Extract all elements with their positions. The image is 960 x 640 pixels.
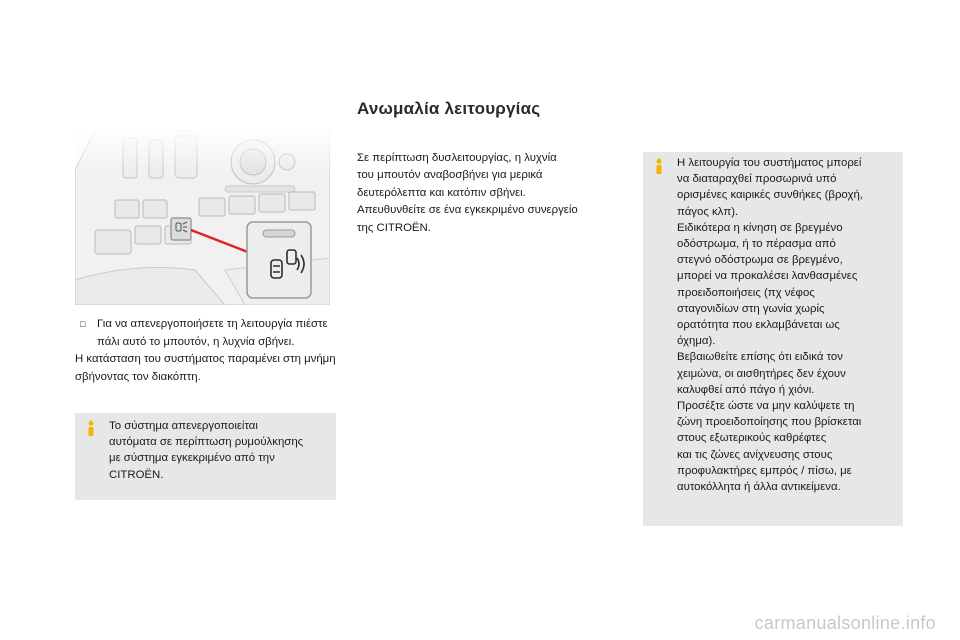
dashboard-switch-illustration <box>75 130 330 305</box>
memory-note: Η κατάσταση του συστήματος παραμένει στη μνήμη σβήνοντας τον διακόπτη. <box>75 353 336 383</box>
info-icon <box>84 420 98 436</box>
left-column-text <box>75 316 340 386</box>
section-title: Ανωμαλία λειτουργίας <box>357 99 541 118</box>
info-text-weather: Η λειτουργία του συστήματος μπορεί να διαταραχθεί προσωρινά υπό ορισμένες καιρικές συνθήκες (βροχή, πάγος κλπ). Ειδικότερα η κίνηση σε βρεγμένο οδόστρωμα, ή το πέρασμα από στεγνό οδόστρωμα σε βρεγμένο, μπορεί να προκαλέσει λανθασμένες προειδοποιήσεις (πχ νέφος σταγονιδίων στη γωνία χωρίς ορατότητα που εκλαμβάνεται ως όχημα). Βεβαιωθείτε επίσης ότι ειδικά τον χειμώνα, οι αισθητήρες δεν έχουν καλυφθεί από πάγο ή χιόνι. Προσέξτε ώστε να μην καλύψετε τη ζώνη προειδοποίησης που βρίσκεται στους εξωτερικούς καθρέφτες και τις ζώνες ανίχνευσης στους προφυλακτήρες εμπρός / πίσω, με αυτοκόλλητα ή άλλα αντικείμενα. <box>677 157 863 494</box>
bullet-text: Για να απενεργοποιήσετε τη λειτουργία πιέστε πάλι αυτό το μπουτόν, η λυχνία σβήνει. <box>97 318 328 348</box>
instruction-bullet <box>75 316 340 351</box>
info-box-towing <box>75 413 336 500</box>
info-text-towing: Το σύστημα απενεργοποιείται αυτόματα σε περίπτωση ρυμούλκησης με σύστημα εγκεκριμένο από την CITROËN. <box>109 420 304 481</box>
watermark: carmanualsonline.info <box>754 613 936 633</box>
malfunction-body-text: Σε περίπτωση δυσλειτουργίας, η λυχνία του μπουτόν αναβοσβήνει για μερικά δευτερόλεπτα και κατόπιν σβήνει. Απευθυνθείτε σε ένα εγκεκριμένο συνεργείο της CITROËN. <box>357 152 578 234</box>
checkbox-bullet-icon: □ <box>80 319 86 329</box>
info-icon <box>652 158 666 174</box>
info-box-weather <box>643 152 903 526</box>
